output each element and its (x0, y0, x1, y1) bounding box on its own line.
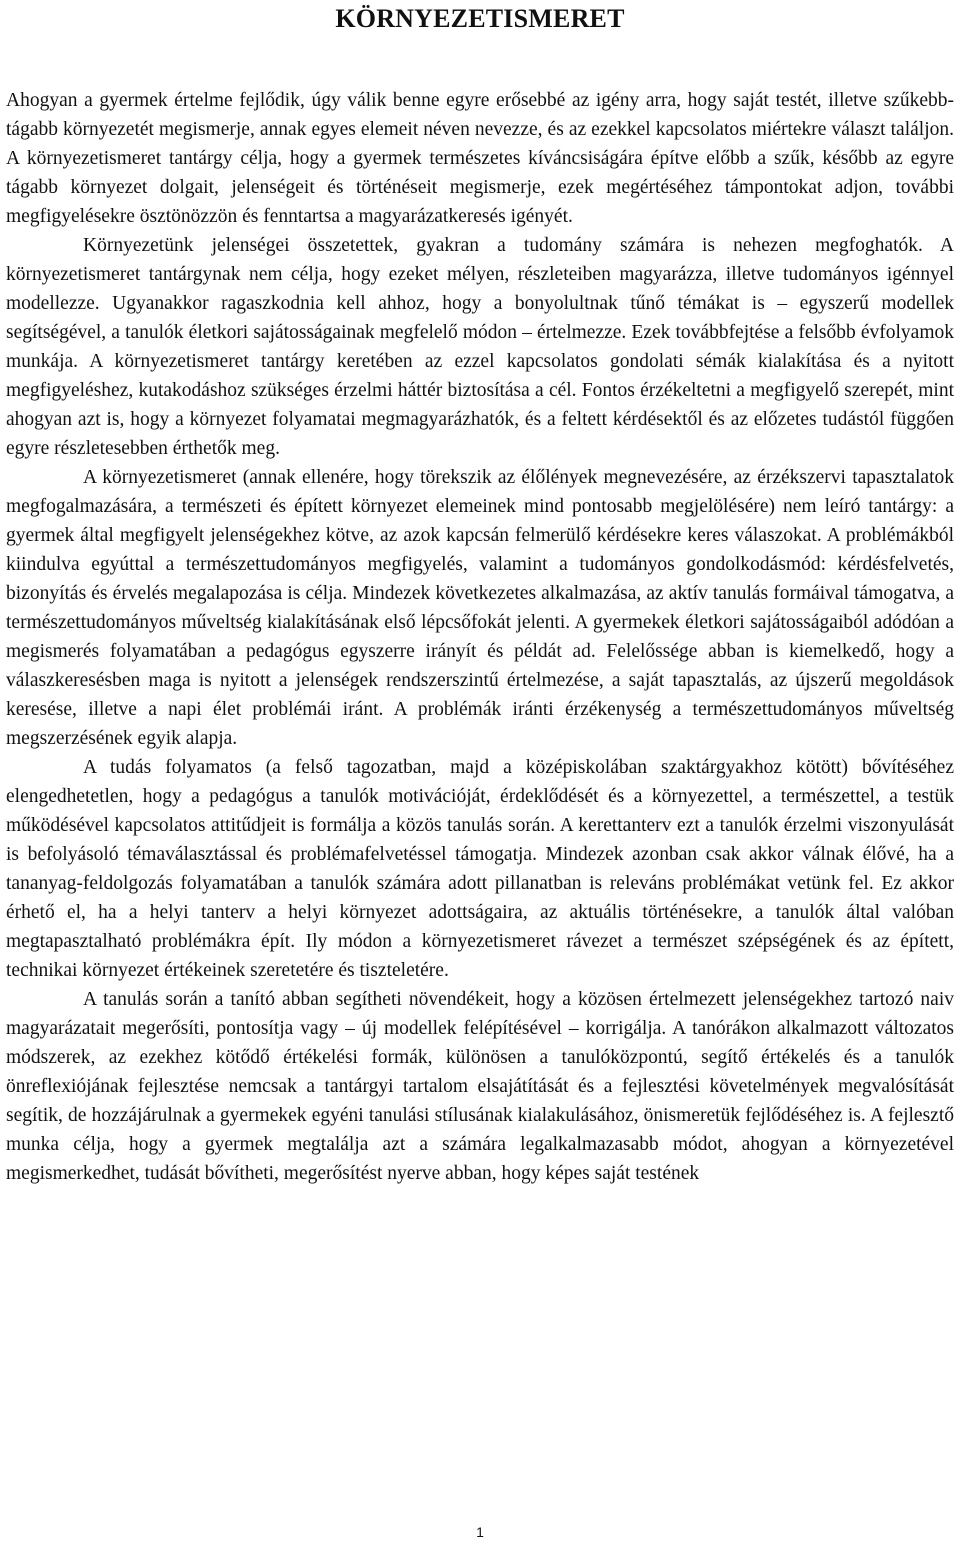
paragraph-3: A környezetismeret (annak ellenére, hogy törekszik az élőlények megnevezésére, az érzékszervi tapasztalatok megfogalmazására, a természeti és épített környezet elemeinek mind pontosabb megjelölésére) nem leíró tantárgy: a gyermek által megfigyelt jelenségekhez kötve, az azok kapcsán felmerülő kérdésekre keres válaszokat. A problémákból kiindulva egyúttal a természettudományos megfigyelés, valamint a tudományos gondolkodásmód: kérdésfelvetés, bizonyítás és érvelés megalapozása is célja. Mindezek következetes alkalmazása, az aktív tanulás formáival támogatva, a természettudományos műveltség kialakításának első lépcsőfokát jelenti. A gyermekek életkori sajátosságaiból adódóan a megismerés folyamatában a pedagógus egyszerre irányít és példát ad. Felelőssége abban is kiemelkedő, hogy a válaszkeresésben maga is nyitott a jelenségek rendszerszintű értelmezése, a saját tapasztalás, az újszerű megoldások keresése, illetve a napi élet problémái iránt. A problémák iránti érzékenység a természettudományos műveltség megszerzésének egyik alapja. (6, 467, 954, 749)
paragraph-1: Ahogyan a gyermek értelme fejlődik, úgy válik benne egyre erősebbé az igény arra, hogy saját testét, illetve szűkebb-tágabb környezetét megismerje, annak egyes elemeit néven nevezze, és az ezekkel kapcsolatos miértekre választ találjon. A környezetismeret tantárgy célja, hogy a gyermek természetes kíváncsiságára építve előbb a szűk, később az egyre tágabb környezet dolgait, jelenségeit és történéseit megismerje, ezek megértéséhez támpontokat adjon, további megfigyelésekre ösztönözzön és fenntartsa a magyarázatkeresés igényét. (6, 90, 954, 227)
page-title: KÖRNYEZETISMERET (335, 4, 625, 33)
paragraph-4: A tudás folyamatos (a felső tagozatban, majd a középiskolában szaktárgyakhoz kötött) bővítéséhez elengedhetetlen, hogy a pedagógus a tanulók motivációját, érdeklődését és a környezettel, a természettel, a testük működésével kapcsolatos attitűdjeit is formálja a közös tanulás során. A kerettanterv ezt a tanulók érzelmi viszonyulását is befolyásoló témaválasztással és problémafelvetéssel támogatja. Mindezek azonban csak akkor válnak élővé, ha a tananyag-feldolgozás folyamatában a tanulók számára adott pillanatban is releváns problémákat vetünk fel. Ez akkor érhető el, ha a helyi tanterv a helyi környezet adottságaira, az aktuális történésekre, a tanulók által valóban megtapasztalható problémákra épít. Ily módon a környezetismeret rávezet a természet szépségének és az épített, technikai környezet értékeinek szeretetére és tiszteletére. (6, 757, 954, 981)
page-number: 1 (476, 1524, 484, 1540)
document-body (6, 86, 954, 1188)
paragraph-2: Környezetünk jelenségei összetettek, gyakran a tudomány számára is nehezen megfoghatók. A környezetismeret tantárgynak nem célja, hogy ezeket mélyen, részleteiben magyarázza, illetve tudományos igénnyel modellezze. Ugyanakkor ragaszkodnia kell ahhoz, hogy a bonyolultnak tűnő témákat is – egyszerű modellek segítségével, a tanulók életkori sajátosságainak megfelelő módon – értelmezze. Ezek továbbfejtése a felsőbb évfolyamok munkája. A környezetismeret tantárgy keretében az ezzel kapcsolatos gondolati sémák kialakítása és a nyitott megfigyeléshez, kutakodáshoz szükséges érzelmi háttér biztosítása a cél. Fontos érzékeltetni a megfigyelő szerepét, mint ahogyan azt is, hogy a környezet folyamatai megmagyarázhatók, és a feltett kérdésektől és az előzetes tudástól függően egyre részletesebben érthetők meg. (6, 235, 954, 459)
paragraph-5: A tanulás során a tanító abban segítheti növendékeit, hogy a közösen értelmezett jelenségekhez tartozó naiv magyarázatait megerősíti, pontosítja vagy – új modellek felépítésével – korrigálja. A tanórákon alkalmazott változatos módszerek, az ezekhez kötődő értékelési formák, különösen a tanulóközpontú, segítő értékelés és a tanulók önreflexiójának fejlesztése nemcsak a tantárgyi tartalom elsajátítását és a fejlesztési követelmények megvalósítását segítik, de hozzájárulnak a gyermekek egyéni tanulási stílusának kialakulásához, önismeretük fejlődéséhez is. A fejlesztő munka célja, hogy a gyermek megtalálja azt a számára legalkalmazasabb módot, ahogyan a környezetével megismerkedhet, tudását bővítheti, megerősítést nyerve abban, hogy képes saját testének (6, 989, 954, 1184)
